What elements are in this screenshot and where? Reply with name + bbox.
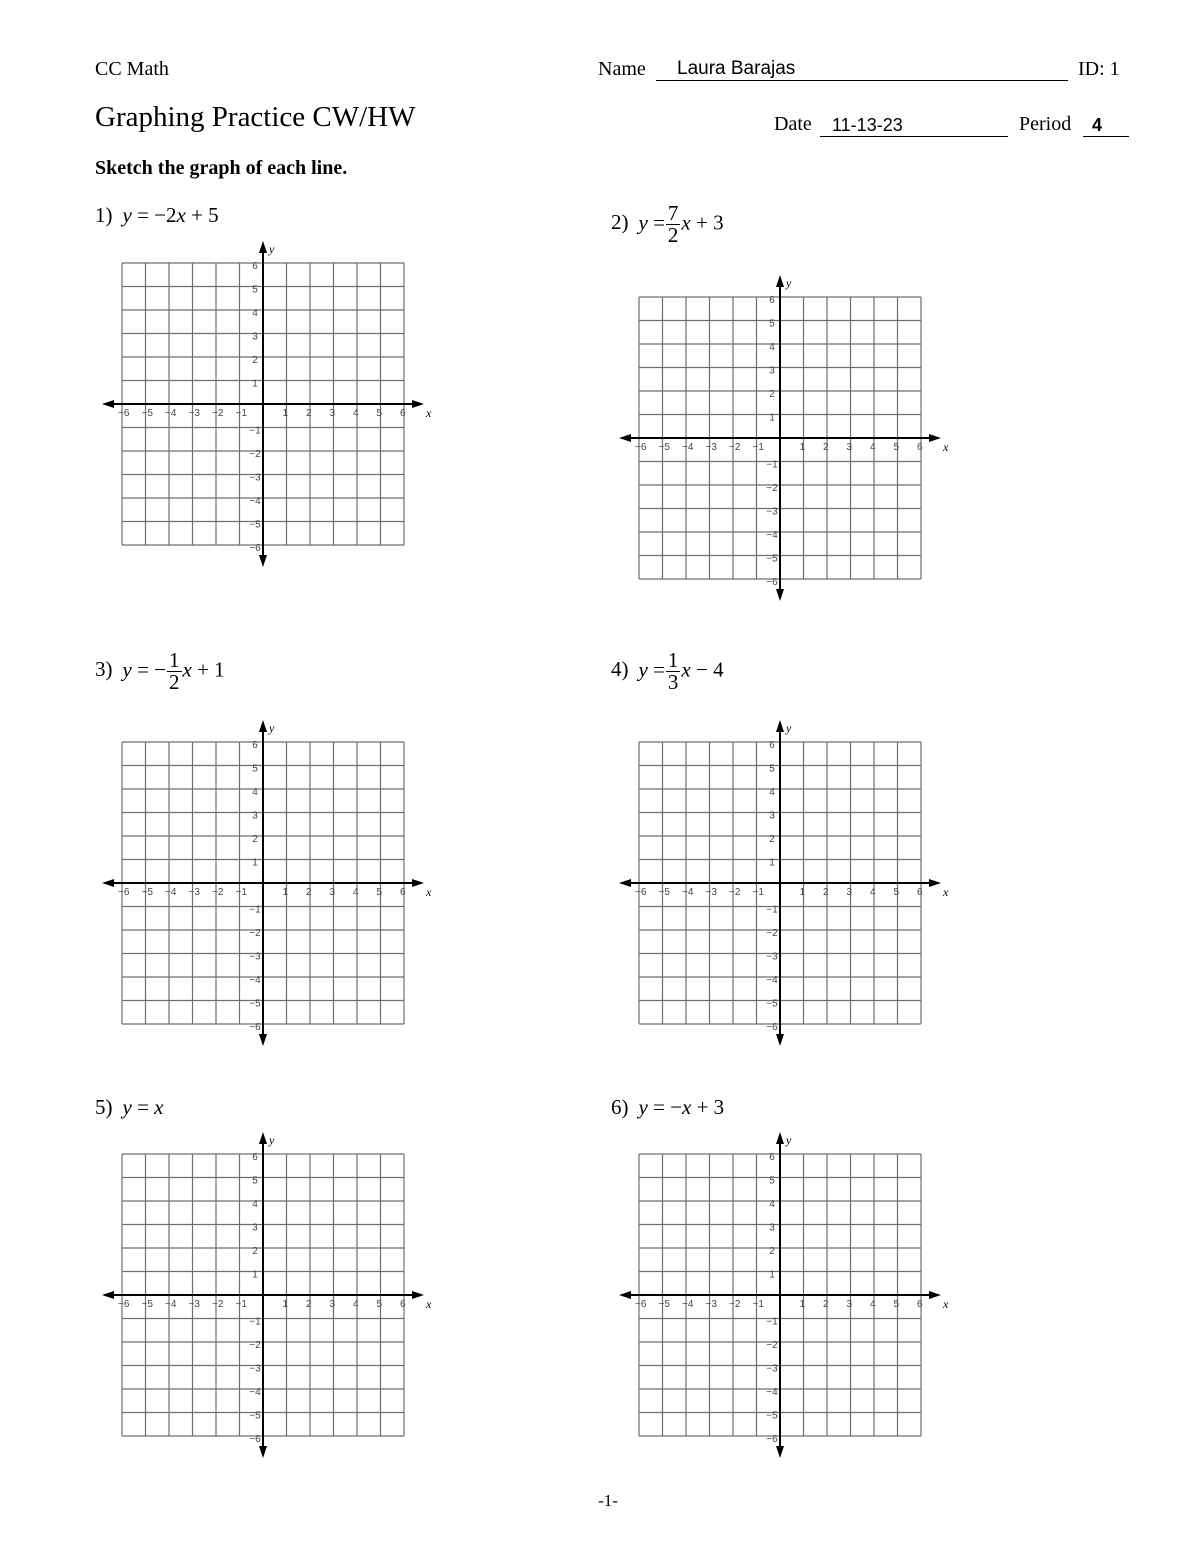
x-tick-label: 4	[870, 887, 876, 898]
y-tick-label: −1	[249, 904, 261, 916]
equation-lhs: y	[122, 657, 132, 682]
variable: x	[176, 203, 186, 227]
y-tick-label: 6	[252, 1152, 258, 1163]
y-tick-label: 6	[252, 261, 258, 272]
arrow-left-icon	[619, 1291, 631, 1299]
arrow-left-icon	[102, 879, 114, 887]
y-tick-label: 5	[252, 763, 258, 775]
y-axis-label: y	[786, 276, 792, 290]
problem-number: 6)	[611, 1095, 629, 1119]
y-tick-label: 5	[252, 1175, 258, 1187]
x-tick-label: 4	[870, 442, 876, 453]
y-tick-label: −1	[249, 425, 261, 437]
x-tick-label: 3	[846, 442, 853, 453]
problem-6-equation	[611, 1095, 724, 1120]
y-tick-label: 5	[769, 1175, 775, 1187]
x-tick-label: 2	[823, 442, 829, 453]
arrow-left-icon	[102, 1291, 114, 1299]
y-tick-label: 4	[769, 342, 775, 353]
y-tick-label: 3	[252, 1222, 258, 1234]
x-tick-label: 1	[282, 887, 289, 898]
y-tick-label: −2	[249, 928, 261, 939]
x-tick-label: 2	[306, 408, 312, 419]
id-label: ID: 1	[1078, 58, 1120, 80]
arrow-left-icon	[619, 434, 631, 442]
arrow-down-icon	[776, 589, 784, 601]
equation-lhs: y	[122, 1095, 132, 1119]
y-tick-label: −6	[766, 1022, 778, 1033]
x-tick-label: −5	[658, 442, 670, 453]
y-tick-label: −4	[766, 530, 778, 541]
y-tick-label: 2	[769, 834, 775, 845]
problem-number: 4)	[611, 657, 629, 682]
x-tick-label: 6	[400, 887, 406, 898]
arrow-up-icon	[776, 1132, 784, 1144]
y-axis-label: y	[269, 721, 275, 735]
equals-sign: =	[653, 210, 665, 235]
y-tick-label: −1	[766, 459, 778, 471]
y-tick-label: −2	[766, 483, 778, 494]
equation-lhs: y	[638, 1095, 648, 1119]
variable: x	[154, 1095, 164, 1119]
fraction-denominator: 2	[667, 223, 679, 247]
x-tick-label: −3	[188, 408, 200, 419]
y-tick-label: −5	[766, 998, 778, 1010]
y-tick-label: 1	[252, 857, 258, 869]
x-tick-label: −5	[141, 408, 153, 419]
y-tick-label: −3	[766, 951, 778, 963]
problem-number: 1)	[95, 203, 113, 227]
x-axis-label: x	[426, 1297, 432, 1311]
coordinate-grid-1[interactable]	[100, 240, 430, 570]
y-tick-label: −6	[249, 1022, 261, 1033]
name-label: Name	[598, 58, 646, 80]
variable: x	[681, 210, 691, 235]
x-tick-label: −1	[752, 442, 764, 453]
constant-term: − 4	[690, 657, 724, 682]
y-tick-label: −4	[249, 1387, 261, 1398]
y-tick-label: −4	[766, 975, 778, 986]
coordinate-grid-4[interactable]	[617, 719, 947, 1049]
x-tick-label: 5	[376, 1299, 383, 1310]
x-tick-label: −4	[165, 1299, 177, 1310]
arrow-up-icon	[776, 720, 784, 732]
x-tick-label: −3	[705, 1299, 717, 1310]
coordinate-grid-5[interactable]	[100, 1131, 430, 1461]
arrow-down-icon	[259, 1034, 267, 1046]
x-tick-label: −4	[165, 887, 177, 898]
y-tick-label: −4	[249, 496, 261, 507]
equation-lhs: y	[638, 657, 648, 682]
arrow-down-icon	[259, 1446, 267, 1458]
x-tick-label: −1	[235, 1299, 247, 1310]
y-tick-label: 1	[769, 857, 775, 869]
x-tick-label: 1	[799, 442, 806, 453]
fraction-denominator: 3	[667, 670, 679, 694]
y-tick-label: 2	[252, 355, 258, 366]
y-tick-label: −2	[766, 1340, 778, 1351]
arrow-up-icon	[776, 275, 784, 287]
y-tick-label: −4	[766, 1387, 778, 1398]
x-tick-label: −6	[635, 442, 647, 453]
arrow-right-icon	[929, 1291, 941, 1299]
x-tick-label: −2	[212, 887, 224, 898]
arrow-right-icon	[412, 400, 424, 408]
equals-sign: =	[653, 657, 665, 682]
x-tick-label: 4	[353, 887, 359, 898]
variable: x	[682, 1095, 692, 1119]
x-tick-label: 2	[823, 887, 829, 898]
equals-sign: =	[653, 1095, 665, 1119]
x-tick-label: 1	[282, 1299, 289, 1310]
x-tick-label: 5	[376, 887, 383, 898]
fraction-numerator: 7	[667, 201, 679, 225]
problem-number: 5)	[95, 1095, 113, 1119]
x-axis-label: x	[943, 1297, 949, 1311]
y-tick-label: −5	[766, 1410, 778, 1422]
y-tick-label: 1	[252, 378, 258, 390]
y-tick-label: 2	[769, 389, 775, 400]
x-tick-label: 5	[893, 442, 900, 453]
x-tick-label: −5	[141, 887, 153, 898]
x-tick-label: 3	[329, 887, 336, 898]
coefficient: −	[670, 1095, 683, 1119]
y-tick-label: 4	[252, 1199, 258, 1210]
equals-sign: =	[137, 203, 149, 227]
y-tick-label: 4	[252, 787, 258, 798]
x-tick-label: −4	[682, 1299, 694, 1310]
x-tick-label: 5	[893, 1299, 900, 1310]
x-tick-label: 4	[353, 408, 359, 419]
x-tick-label: 6	[400, 408, 406, 419]
period-label: Period	[1019, 113, 1072, 135]
y-tick-label: 3	[252, 331, 258, 343]
date-label: Date	[774, 113, 812, 135]
coordinate-grid-2[interactable]	[617, 274, 947, 604]
constant-term: + 5	[185, 203, 219, 227]
x-tick-label: 2	[306, 1299, 312, 1310]
fraction-denominator: 2	[169, 670, 180, 694]
x-tick-label: −6	[635, 1299, 647, 1310]
x-axis-label: x	[426, 885, 432, 899]
page-number: -1-	[598, 1491, 618, 1510]
problem-2-equation	[611, 203, 724, 246]
arrow-down-icon	[259, 555, 267, 567]
y-tick-label: −5	[249, 1410, 261, 1422]
y-tick-label: 3	[252, 810, 258, 822]
y-tick-label: 6	[769, 295, 775, 306]
constant-term: + 1	[191, 657, 225, 682]
y-axis-label: y	[786, 1133, 792, 1147]
y-tick-label: −3	[249, 951, 261, 963]
coordinate-grid-3[interactable]	[100, 719, 430, 1049]
x-tick-label: 6	[400, 1299, 406, 1310]
problem-number: 3)	[95, 657, 113, 682]
x-tick-label: −1	[235, 887, 247, 898]
arrow-right-icon	[929, 879, 941, 887]
x-tick-label: −6	[635, 887, 647, 898]
x-tick-label: 3	[329, 1299, 336, 1310]
x-tick-label: −4	[682, 887, 694, 898]
x-tick-label: −4	[682, 442, 694, 453]
x-tick-label: 2	[823, 1299, 829, 1310]
arrow-right-icon	[412, 1291, 424, 1299]
arrow-right-icon	[929, 434, 941, 442]
y-tick-label: −3	[766, 506, 778, 518]
x-tick-label: −2	[729, 887, 741, 898]
y-tick-label: 5	[769, 318, 775, 330]
y-tick-label: 3	[769, 810, 775, 822]
x-tick-label: −2	[212, 408, 224, 419]
y-tick-label: −5	[766, 553, 778, 565]
y-tick-label: 1	[769, 412, 775, 424]
fraction-numerator: 1	[169, 648, 180, 672]
arrow-down-icon	[776, 1034, 784, 1046]
y-tick-label: 2	[252, 1246, 258, 1257]
course-name: CC Math	[95, 58, 169, 80]
student-name: Laura Barajas	[677, 58, 796, 79]
x-tick-label: −1	[752, 887, 764, 898]
x-tick-label: −1	[235, 408, 247, 419]
x-tick-label: −6	[118, 1299, 130, 1310]
y-tick-label: −2	[766, 928, 778, 939]
x-tick-label: −4	[165, 408, 177, 419]
y-tick-label: −5	[249, 519, 261, 531]
x-axis-label: x	[943, 440, 949, 454]
date-value: 11-13-23	[832, 115, 903, 135]
x-tick-label: 1	[282, 408, 289, 419]
worksheet-title: Graphing Practice CW/HW	[95, 101, 416, 133]
x-tick-label: 3	[329, 408, 336, 419]
y-tick-label: 4	[769, 1199, 775, 1210]
x-tick-label: −5	[141, 1299, 153, 1310]
x-tick-label: −3	[188, 887, 200, 898]
arrow-left-icon	[619, 879, 631, 887]
y-tick-label: −3	[249, 1363, 261, 1375]
problem-1-equation	[95, 203, 219, 228]
y-tick-label: −3	[249, 472, 261, 484]
equals-sign: =	[137, 1095, 149, 1119]
problem-3-equation	[95, 650, 225, 693]
fraction	[167, 650, 182, 693]
x-tick-label: 2	[306, 887, 312, 898]
y-tick-label: 6	[769, 740, 775, 751]
x-tick-label: −3	[188, 1299, 200, 1310]
coordinate-grid-6[interactable]	[617, 1131, 947, 1461]
y-tick-label: 5	[769, 763, 775, 775]
x-tick-label: −5	[658, 887, 670, 898]
y-tick-label: 4	[769, 787, 775, 798]
y-tick-label: −6	[766, 1434, 778, 1445]
y-tick-label: 4	[252, 308, 258, 319]
problem-4-equation	[611, 650, 724, 693]
y-tick-label: 3	[769, 365, 775, 377]
constant-term: + 3	[691, 1095, 725, 1119]
y-axis-label: y	[269, 242, 275, 256]
fraction	[666, 650, 681, 693]
y-tick-label: 2	[252, 834, 258, 845]
x-tick-label: 4	[353, 1299, 359, 1310]
arrow-up-icon	[259, 720, 267, 732]
problem-5-equation	[95, 1095, 164, 1120]
y-tick-label: −1	[766, 1316, 778, 1328]
x-tick-label: 3	[846, 887, 853, 898]
x-tick-label: −6	[118, 887, 130, 898]
y-tick-label: −6	[766, 577, 778, 588]
y-tick-label: −6	[249, 543, 261, 554]
x-tick-label: −2	[212, 1299, 224, 1310]
negative-sign: −	[154, 657, 167, 682]
fraction-numerator: 1	[667, 648, 679, 672]
x-tick-label: 5	[893, 887, 900, 898]
y-tick-label: 1	[252, 1269, 258, 1281]
fraction	[666, 203, 681, 246]
x-tick-label: 6	[917, 887, 923, 898]
period-value: 4	[1092, 115, 1103, 135]
y-tick-label: −1	[249, 1316, 261, 1328]
equation-lhs: y	[638, 210, 648, 235]
variable: x	[681, 657, 691, 682]
x-axis-label: x	[426, 406, 432, 420]
arrow-down-icon	[776, 1446, 784, 1458]
x-tick-label: −1	[752, 1299, 764, 1310]
period-field-line	[1083, 114, 1129, 137]
y-axis-label: y	[269, 1133, 275, 1147]
x-tick-label: 6	[917, 1299, 923, 1310]
arrow-up-icon	[259, 241, 267, 253]
problem-number: 2)	[611, 210, 629, 235]
y-axis-label: y	[786, 721, 792, 735]
x-tick-label: −3	[705, 887, 717, 898]
y-tick-label: −2	[249, 449, 261, 460]
y-tick-label: −4	[249, 975, 261, 986]
instructions: Sketch the graph of each line.	[95, 157, 348, 179]
y-tick-label: −1	[766, 904, 778, 916]
constant-term: + 3	[690, 210, 724, 235]
y-tick-label: 5	[252, 284, 258, 296]
x-tick-label: −3	[705, 442, 717, 453]
y-tick-label: −5	[249, 998, 261, 1010]
x-tick-label: −6	[118, 408, 130, 419]
x-tick-label: −2	[729, 1299, 741, 1310]
y-tick-label: −3	[766, 1363, 778, 1375]
x-tick-label: −5	[658, 1299, 670, 1310]
y-tick-label: 1	[769, 1269, 775, 1281]
arrow-up-icon	[259, 1132, 267, 1144]
x-axis-label: x	[943, 885, 949, 899]
x-tick-label: 1	[799, 887, 806, 898]
coefficient: −2	[154, 203, 177, 227]
y-tick-label: 6	[769, 1152, 775, 1163]
variable: x	[182, 657, 192, 682]
equals-sign: =	[137, 657, 149, 682]
x-tick-label: 1	[799, 1299, 806, 1310]
y-tick-label: −2	[249, 1340, 261, 1351]
y-tick-label: 6	[252, 740, 258, 751]
y-tick-label: 2	[769, 1246, 775, 1257]
y-tick-label: 3	[769, 1222, 775, 1234]
equation-lhs: y	[122, 203, 132, 227]
arrow-right-icon	[412, 879, 424, 887]
x-tick-label: 6	[917, 442, 923, 453]
x-tick-label: 4	[870, 1299, 876, 1310]
x-tick-label: 3	[846, 1299, 853, 1310]
x-tick-label: −2	[729, 442, 741, 453]
arrow-left-icon	[102, 400, 114, 408]
x-tick-label: 5	[376, 408, 383, 419]
y-tick-label: −6	[249, 1434, 261, 1445]
